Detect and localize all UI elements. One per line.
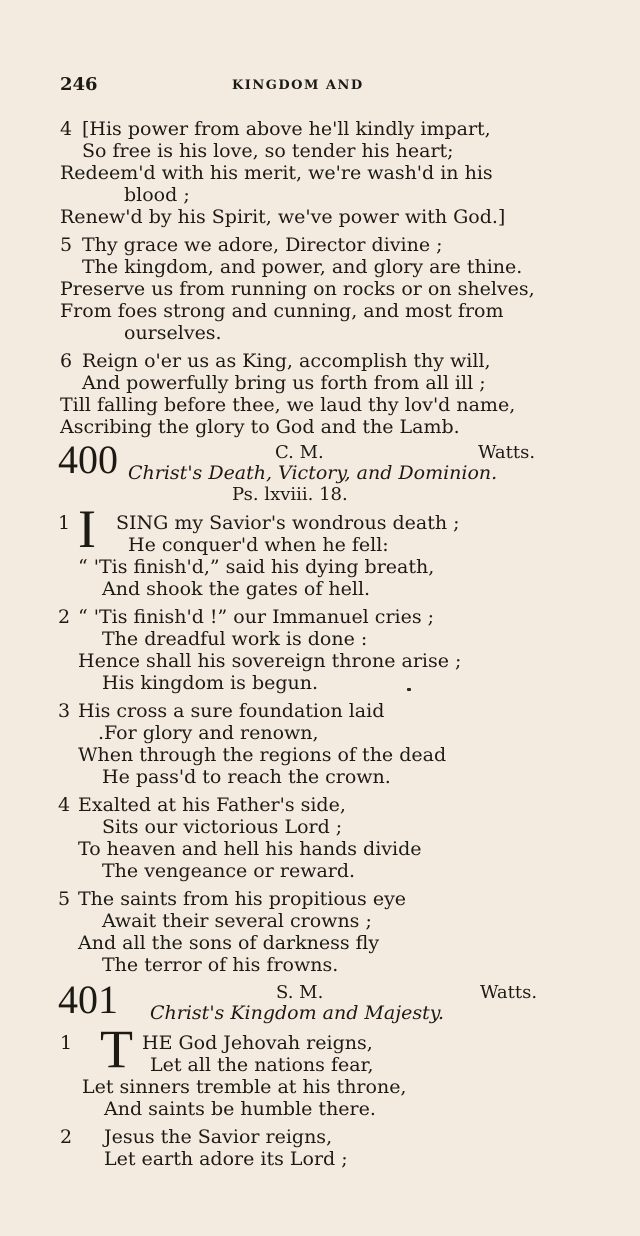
verse-number: 1 — [60, 1032, 73, 1054]
verse-line: “ 'Tis finish'd !” our Immanuel cries ; — [78, 606, 435, 628]
verse-line: The vengeance or reward. — [102, 860, 356, 882]
verse-line: .For glory and renown, — [98, 722, 319, 744]
verse-line: Let all the nations fear, — [150, 1054, 374, 1076]
verse-number: 5 — [60, 234, 73, 256]
verse-line: He conquer'd when he fell: — [128, 534, 389, 556]
verse-line: ourselves. — [124, 322, 222, 344]
hymn-title: Christ's Death, Victory, and Dominion. — [128, 462, 498, 484]
verse-number: 4 — [58, 794, 71, 816]
verse-line: Till falling before thee, we laud thy lov'd name, — [60, 394, 516, 416]
drop-cap: I — [78, 499, 96, 559]
hymn-number: 400 — [58, 437, 118, 482]
verse-line: And saints be humble there. — [104, 1098, 376, 1120]
verse-number: 2 — [58, 606, 71, 628]
verse-line: His kingdom is begun. — [102, 672, 319, 694]
verse-line: The terror of his frowns. — [102, 954, 339, 976]
verse-line: Jesus the Savior reigns, — [104, 1126, 333, 1148]
running-title: KINGDOM AND — [232, 78, 364, 93]
verse-number: 6 — [60, 350, 73, 372]
verse-line: And all the sons of darkness fly — [78, 932, 380, 954]
verse-line: Let earth adore its Lord ; — [104, 1148, 348, 1170]
hymn-author: Watts. — [478, 442, 536, 463]
hymn-meter: C. M. — [275, 442, 324, 463]
verse-line: “ 'Tis finish'd,” said his dying breath, — [78, 556, 435, 578]
verse-line: Redeem'd with his merit, we're wash'd in his — [60, 162, 493, 184]
hymn-meter: S. M. — [276, 982, 324, 1003]
drop-cap: T — [100, 1019, 133, 1079]
verse-line: The kingdom, and power, and glory are thine. — [82, 256, 523, 278]
ink-speck — [407, 688, 411, 691]
verse-line: Renew'd by his Spirit, we've power with God.] — [60, 206, 506, 228]
verse-line: Exalted at his Father's side, — [78, 794, 346, 816]
verse-line: And powerfully bring us forth from all ill ; — [82, 372, 486, 394]
verse-line: Sits our victorious Lord ; — [102, 816, 343, 838]
verse-line: Thy grace we adore, Director divine ; — [82, 234, 443, 256]
verse-line: From foes strong and cunning, and most from — [60, 300, 504, 322]
verse-line: [His power from above he'll kindly impart, — [82, 118, 491, 140]
verse-line: He pass'd to reach the crown. — [102, 766, 391, 788]
verse-line: blood ; — [124, 184, 190, 206]
hymn-author: Watts. — [480, 982, 538, 1003]
verse-number: 3 — [58, 700, 71, 722]
verse-line: His cross a sure foundation laid — [78, 700, 385, 722]
verse-line: Preserve us from running on rocks or on shelves, — [60, 278, 535, 300]
verse-number: 2 — [60, 1126, 73, 1148]
verse-number: 4 — [60, 118, 73, 140]
verse-number: 5 — [58, 888, 71, 910]
scripture-reference: Ps. lxviii. 18. — [232, 484, 348, 505]
verse-line: So free is his love, so tender his heart; — [82, 140, 454, 162]
verse-line: Hence shall his sovereign throne arise ; — [78, 650, 462, 672]
verse-line: Ascribing the glory to God and the Lamb. — [60, 416, 460, 438]
verse-line: And shook the gates of hell. — [102, 578, 371, 600]
verse-line: SING my Savior's wondrous death ; — [116, 512, 460, 534]
verse-line: Await their several crowns ; — [102, 910, 372, 932]
verse-line: Let sinners tremble at his throne, — [82, 1076, 407, 1098]
hymn-number: 401 — [58, 977, 118, 1022]
page-number: 246 — [60, 74, 98, 95]
verse-line: Reign o'er us as King, accomplish thy will, — [82, 350, 491, 372]
verse-number: 1 — [58, 512, 71, 534]
hymn-title: Christ's Kingdom and Majesty. — [150, 1002, 444, 1024]
verse-line: When through the regions of the dead — [78, 744, 447, 766]
verse-line: The dreadful work is done : — [102, 628, 368, 650]
verse-line: HE God Jehovah reigns, — [142, 1032, 373, 1054]
verse-line: To heaven and hell his hands divide — [78, 838, 422, 860]
verse-line: The saints from his propitious eye — [78, 888, 407, 910]
